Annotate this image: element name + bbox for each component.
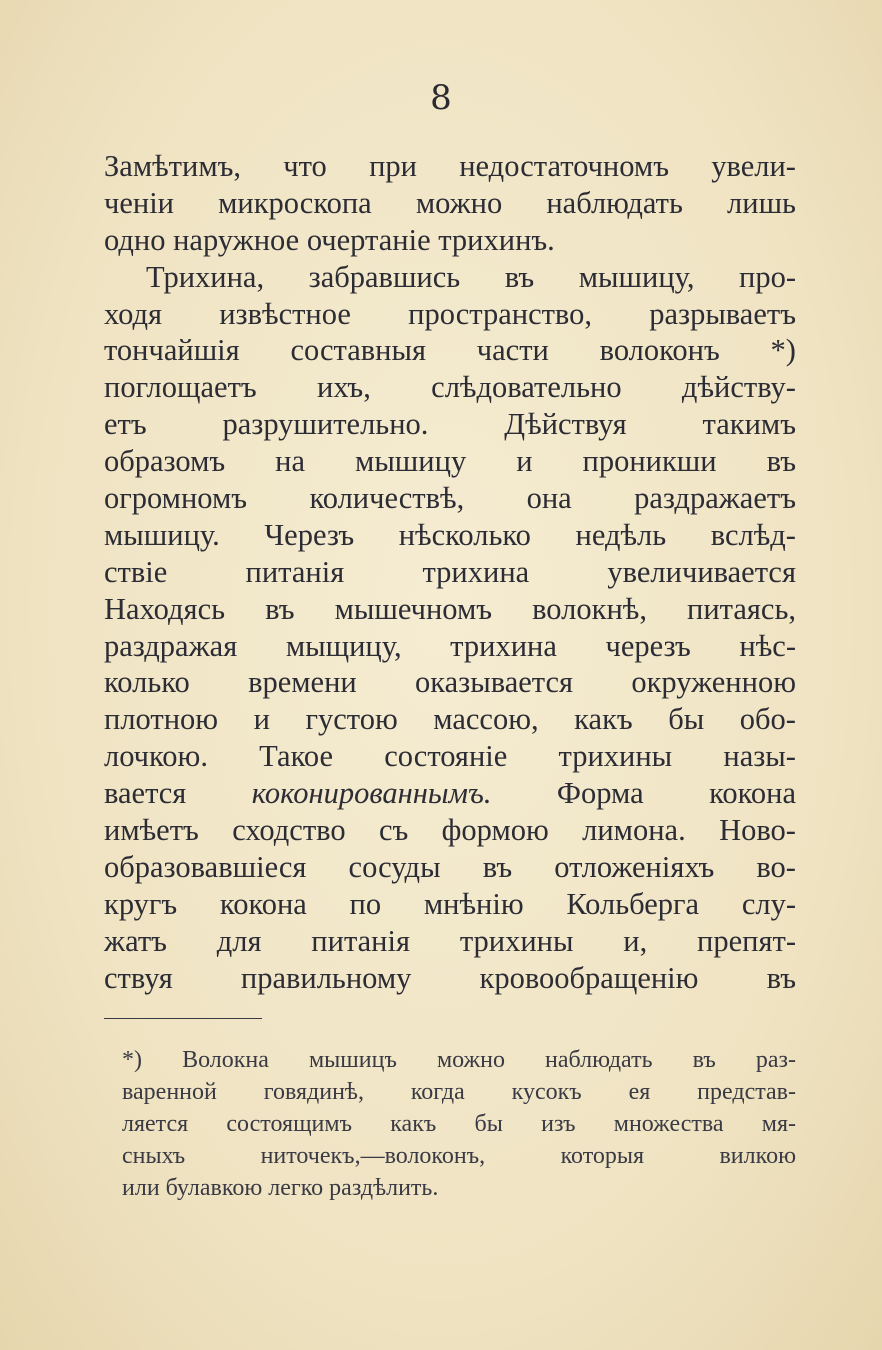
word: Трихина, <box>146 259 265 294</box>
word: ствуя <box>104 960 173 995</box>
word: при <box>369 149 417 183</box>
word: ченіи <box>104 185 174 220</box>
word: етъ <box>104 407 147 442</box>
word: Черезъ <box>264 517 355 552</box>
word: кокона <box>219 886 307 921</box>
text-line <box>104 701 796 738</box>
word: образомъ <box>104 444 226 479</box>
word: съ <box>378 813 409 848</box>
word: ихъ, <box>317 370 371 405</box>
word: мнѣнію <box>423 886 524 921</box>
word: лишь <box>727 185 796 220</box>
main-text <box>104 148 796 996</box>
word: можно <box>415 185 503 220</box>
word: говядинѣ, <box>263 1079 364 1105</box>
text-line <box>104 664 796 701</box>
word: наблюдать <box>545 1047 653 1073</box>
word: оказывается <box>415 665 574 700</box>
word: и <box>253 702 270 737</box>
word: мя- <box>761 1111 796 1137</box>
word: дѣйству- <box>681 370 796 405</box>
word: и <box>516 444 533 479</box>
word: формою <box>441 813 549 848</box>
word: препят- <box>697 923 796 958</box>
text-line <box>104 628 796 665</box>
word: мышечномъ <box>334 591 493 626</box>
word: сосуды <box>348 849 441 884</box>
word: части <box>476 333 549 368</box>
text-line <box>104 332 796 369</box>
word: вслѣд- <box>710 517 796 552</box>
word: ходя <box>104 296 163 331</box>
word: и, <box>623 923 648 958</box>
word: Находясь <box>104 591 226 626</box>
word: бы <box>668 702 705 737</box>
word: раздражая <box>104 628 238 663</box>
word: трихина <box>422 554 530 589</box>
word: *) <box>770 333 796 368</box>
word: Форма <box>556 776 644 811</box>
word: увели- <box>711 149 796 183</box>
word: булавкою <box>165 1175 263 1201</box>
word: про- <box>739 259 796 294</box>
word: въ <box>692 1047 716 1073</box>
word: ствіе <box>104 554 168 589</box>
text-line <box>104 222 796 259</box>
word: микроскопа <box>218 185 372 220</box>
word: густою <box>305 702 398 737</box>
word: нѣсколько <box>398 517 531 552</box>
text-line <box>104 923 796 960</box>
word: трихины <box>558 739 673 774</box>
word: волоконъ <box>599 333 720 368</box>
word: питанія <box>311 923 411 958</box>
word: Волокна <box>182 1047 269 1073</box>
word: лимона. <box>582 813 686 848</box>
word: волокнѣ, <box>532 591 647 626</box>
word: раздѣлить. <box>329 1175 439 1201</box>
word: раз- <box>755 1047 796 1073</box>
word: варенной <box>122 1079 217 1105</box>
text-line <box>104 406 796 443</box>
word: плотною <box>104 702 219 737</box>
word: нѣс- <box>739 628 796 663</box>
word: колько <box>104 665 190 700</box>
word: кровообращенію <box>479 960 699 995</box>
word: наружное <box>173 222 300 257</box>
word: мыщицу, <box>285 628 402 663</box>
word: множества <box>613 1111 724 1137</box>
word: мышицу <box>355 444 467 479</box>
text-line <box>104 296 796 333</box>
word: забравшись <box>308 259 461 294</box>
text-line <box>104 185 796 222</box>
word: трихинъ. <box>438 222 555 257</box>
word: въ <box>265 591 295 626</box>
word: такимъ <box>702 407 796 442</box>
word: что <box>283 149 327 183</box>
word: слу- <box>741 886 796 921</box>
word: назы- <box>723 739 796 774</box>
word: въ <box>504 259 535 294</box>
footnote-line <box>122 1140 796 1172</box>
word: въ <box>766 960 796 995</box>
text-line <box>104 554 796 591</box>
text-line <box>104 517 796 554</box>
word: разрушительно. <box>222 407 429 442</box>
word: она <box>526 481 572 516</box>
word: Ново- <box>719 813 796 848</box>
word: ея <box>628 1079 651 1105</box>
word: представ- <box>697 1079 796 1105</box>
word: вается <box>104 776 187 811</box>
word: которыя <box>560 1143 645 1169</box>
page-number: 8 <box>430 78 452 118</box>
word: ляется <box>122 1111 189 1137</box>
word: питанія <box>245 554 345 589</box>
word: окруженною <box>631 665 796 700</box>
word: сходство <box>232 813 346 848</box>
word: извѣстное <box>219 296 351 331</box>
footnote-line <box>122 1044 796 1076</box>
word: мышицу. <box>104 517 220 552</box>
text-line <box>104 148 796 185</box>
word: въ <box>482 849 513 884</box>
word: тончайшія <box>104 333 240 368</box>
word: *) <box>122 1047 142 1073</box>
word: или <box>122 1175 160 1201</box>
word: недѣль <box>575 517 667 552</box>
word: какъ <box>390 1111 437 1137</box>
word: трихины <box>459 923 574 958</box>
word: легко <box>268 1175 324 1201</box>
word: раздражаетъ <box>634 481 796 516</box>
word: черезъ <box>605 628 691 663</box>
word: Такое <box>259 739 334 774</box>
word: какъ <box>574 702 633 737</box>
text-line <box>104 480 796 517</box>
word: увеличивается <box>607 554 796 589</box>
word: слѣдовательно <box>431 370 622 405</box>
word: ниточекъ,—волоконъ, <box>260 1143 486 1169</box>
footnote-line <box>122 1108 796 1140</box>
word: можно <box>436 1047 505 1073</box>
text-line <box>104 738 796 775</box>
word: вилкою <box>719 1143 796 1169</box>
word: отложеніяхъ <box>554 849 715 884</box>
word: состоящимъ <box>226 1111 352 1137</box>
word: когда <box>410 1079 465 1105</box>
word: въ <box>766 444 796 479</box>
word: для <box>216 923 262 958</box>
word: правильному <box>240 960 412 995</box>
word: огромномъ <box>104 481 248 516</box>
word: состояніе <box>384 739 508 774</box>
word: жатъ <box>104 923 167 958</box>
text-line <box>104 960 796 997</box>
word: времени <box>248 665 357 700</box>
text-line <box>104 886 796 923</box>
word: количествѣ, <box>309 481 465 516</box>
word: Замѣтимъ, <box>104 149 242 183</box>
word: кусокъ <box>511 1079 582 1105</box>
word: пространство, <box>408 296 593 331</box>
word: образовавшіеся <box>104 849 307 884</box>
word: недостаточномъ <box>459 149 669 183</box>
word: трихина <box>450 628 557 663</box>
word: лочкою. <box>104 739 208 774</box>
word: изъ <box>541 1111 576 1137</box>
word: разрываетъ <box>649 296 796 331</box>
word: поглощаетъ <box>104 370 257 405</box>
word: кокона <box>709 776 796 811</box>
word: на <box>275 444 306 479</box>
word: мышицу, <box>578 259 695 294</box>
word: составныя <box>290 333 427 368</box>
text-line <box>104 443 796 480</box>
word: Кольберга <box>566 886 700 921</box>
word: обо- <box>739 702 796 737</box>
footnote-line <box>122 1076 796 1108</box>
word: очертаніе <box>306 222 431 257</box>
footnote <box>122 1044 796 1204</box>
text-line <box>104 591 796 628</box>
text-line <box>104 259 796 296</box>
footnote-divider <box>104 1018 262 1019</box>
footnote-line <box>122 1172 796 1204</box>
word: наблюдать <box>546 185 683 220</box>
text-line <box>104 849 796 886</box>
word: кругъ <box>104 886 178 921</box>
text-line <box>104 812 796 849</box>
word: питаясь, <box>687 591 796 626</box>
word: имѣетъ <box>104 813 199 848</box>
word: массою, <box>433 702 539 737</box>
word: мышицъ <box>308 1047 397 1073</box>
word: по <box>349 886 382 921</box>
word: Дѣйствуя <box>504 407 627 442</box>
text-line-with-italic <box>104 775 796 812</box>
word: во- <box>756 849 796 884</box>
text-line <box>104 369 796 406</box>
word: одно <box>104 222 166 257</box>
word: проникши <box>582 444 717 479</box>
word: сныхъ <box>122 1143 186 1169</box>
word: бы <box>474 1111 503 1137</box>
word: коконированнымъ. <box>251 776 492 811</box>
